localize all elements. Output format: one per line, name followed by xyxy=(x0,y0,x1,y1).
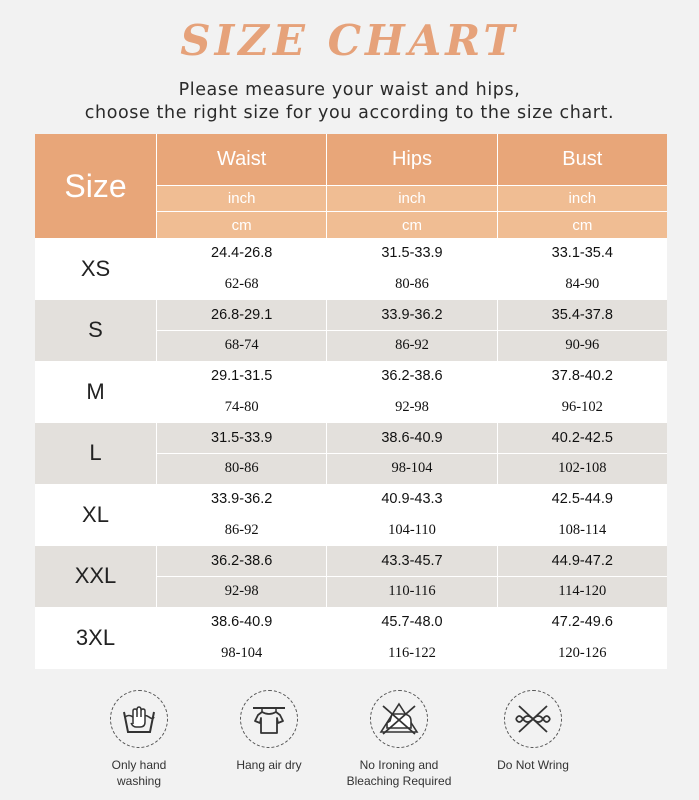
bust-cell xyxy=(498,361,667,423)
instructions xyxy=(0,79,699,125)
waist-cell xyxy=(157,546,327,608)
value-inch: 36.2-38.6 xyxy=(327,361,496,392)
hips-cell xyxy=(327,546,497,608)
hips-cell xyxy=(327,484,497,546)
value-inch: 47.2-49.6 xyxy=(498,607,667,638)
bust-cell xyxy=(498,546,667,608)
care-item-do-not-wring xyxy=(468,690,598,773)
hand-wash-icon xyxy=(110,690,168,748)
value-inch: 44.9-47.2 xyxy=(498,546,667,577)
care-label-line: Bleaching Required xyxy=(346,774,452,788)
hips-cell xyxy=(327,361,497,423)
value-cm: 86-92 xyxy=(224,521,259,538)
value-inch: 33.9-36.2 xyxy=(157,484,326,515)
value-cm: 110-116 xyxy=(388,583,436,600)
value-inch: 31.5-33.9 xyxy=(327,238,496,269)
value-inch: 38.6-40.9 xyxy=(327,423,496,454)
care-item-no-iron-no-bleach xyxy=(334,690,464,789)
unit-cm: cm xyxy=(157,212,326,238)
size-label: XL xyxy=(35,484,157,546)
value-inch: 29.1-31.5 xyxy=(157,361,326,392)
waist-cell xyxy=(157,423,327,485)
size-header: Size xyxy=(35,134,157,238)
unit-inch: inch xyxy=(327,186,496,212)
value-cm: 84-90 xyxy=(565,275,600,292)
waist-cell xyxy=(157,361,327,423)
value-inch: 35.4-37.8 xyxy=(498,300,667,331)
waist-cell xyxy=(157,484,327,546)
value-inch: 38.6-40.9 xyxy=(157,607,326,638)
table-row xyxy=(35,607,667,669)
bust-cell xyxy=(498,607,667,669)
care-label-line: Hang air dry xyxy=(236,758,302,772)
unit-inch: inch xyxy=(498,186,667,212)
value-inch: 26.8-29.1 xyxy=(157,300,326,331)
size-label: XXL xyxy=(35,546,157,608)
instructions-line-1: Please measure your waist and hips, xyxy=(178,80,521,100)
no-iron-no-bleach-icon xyxy=(370,690,428,748)
waist-cell xyxy=(157,300,327,362)
care-label-line: No Ironing and xyxy=(359,758,439,772)
table-row xyxy=(35,546,667,608)
care-label-line: washing xyxy=(116,774,162,788)
care-label xyxy=(204,757,334,773)
value-inch: 37.8-40.2 xyxy=(498,361,667,392)
page-title: SIZE CHART xyxy=(180,16,519,65)
value-cm: 102-108 xyxy=(558,460,607,477)
value-cm: 80-86 xyxy=(224,460,259,477)
value-cm: 62-68 xyxy=(224,275,259,292)
care-item-hand-wash xyxy=(74,690,204,789)
measure-name: Bust xyxy=(498,134,667,186)
measure-name: Hips xyxy=(327,134,496,186)
bust-cell xyxy=(498,484,667,546)
unit-inch: inch xyxy=(157,186,326,212)
table-header xyxy=(35,134,667,238)
value-inch: 42.5-44.9 xyxy=(498,484,667,515)
care-label-line: Do Not Wring xyxy=(497,758,569,772)
table-row xyxy=(35,361,667,423)
care-label xyxy=(468,757,598,773)
measure-header-bust xyxy=(498,134,667,238)
value-inch: 33.1-35.4 xyxy=(498,238,667,269)
care-instructions xyxy=(0,690,699,795)
value-cm: 90-96 xyxy=(565,337,600,354)
hips-cell xyxy=(327,238,497,300)
value-cm: 96-102 xyxy=(561,398,603,415)
value-inch: 33.9-36.2 xyxy=(327,300,496,331)
size-label: L xyxy=(35,423,157,485)
value-inch: 40.9-43.3 xyxy=(327,484,496,515)
care-label xyxy=(74,757,204,789)
size-label: 3XL xyxy=(35,607,157,669)
hips-cell xyxy=(327,300,497,362)
value-cm: 104-110 xyxy=(388,521,436,538)
size-label: XS xyxy=(35,238,157,300)
value-inch: 31.5-33.9 xyxy=(157,423,326,454)
waist-cell xyxy=(157,238,327,300)
value-cm: 74-80 xyxy=(224,398,259,415)
unit-cm: cm xyxy=(498,212,667,238)
value-cm: 92-98 xyxy=(224,583,259,600)
value-cm: 80-86 xyxy=(395,275,429,292)
table-row xyxy=(35,300,667,362)
value-cm: 114-120 xyxy=(558,583,607,600)
measure-header-hips xyxy=(327,134,497,238)
value-cm: 86-92 xyxy=(395,337,429,354)
measure-header-waist xyxy=(157,134,327,238)
value-inch: 40.2-42.5 xyxy=(498,423,667,454)
value-cm: 108-114 xyxy=(558,521,607,538)
waist-cell xyxy=(157,607,327,669)
value-inch: 45.7-48.0 xyxy=(327,607,496,638)
care-label xyxy=(334,757,464,789)
hips-cell xyxy=(327,607,497,669)
value-cm: 68-74 xyxy=(224,337,259,354)
do-not-wring-icon xyxy=(504,690,562,748)
table-row xyxy=(35,238,667,300)
table-row xyxy=(35,423,667,485)
size-label: S xyxy=(35,300,157,362)
size-chart-table xyxy=(35,134,667,669)
value-inch: 24.4-26.8 xyxy=(157,238,326,269)
hips-cell xyxy=(327,423,497,485)
bust-cell xyxy=(498,300,667,362)
care-label-line: Only hand xyxy=(111,758,167,772)
table-row xyxy=(35,484,667,546)
unit-cm: cm xyxy=(327,212,496,238)
value-cm: 116-122 xyxy=(388,644,436,661)
value-cm: 98-104 xyxy=(221,644,263,661)
hang-dry-icon xyxy=(240,690,298,748)
value-cm: 98-104 xyxy=(391,460,433,477)
bust-cell xyxy=(498,238,667,300)
bust-cell xyxy=(498,423,667,485)
measure-name: Waist xyxy=(157,134,326,186)
value-cm: 120-126 xyxy=(558,644,607,661)
value-cm: 92-98 xyxy=(395,398,429,415)
care-item-hang-dry xyxy=(204,690,334,773)
instructions-line-2: choose the right size for you according to the size chart. xyxy=(84,103,615,123)
value-inch: 43.3-45.7 xyxy=(327,546,496,577)
value-inch: 36.2-38.6 xyxy=(157,546,326,577)
size-label: M xyxy=(35,361,157,423)
